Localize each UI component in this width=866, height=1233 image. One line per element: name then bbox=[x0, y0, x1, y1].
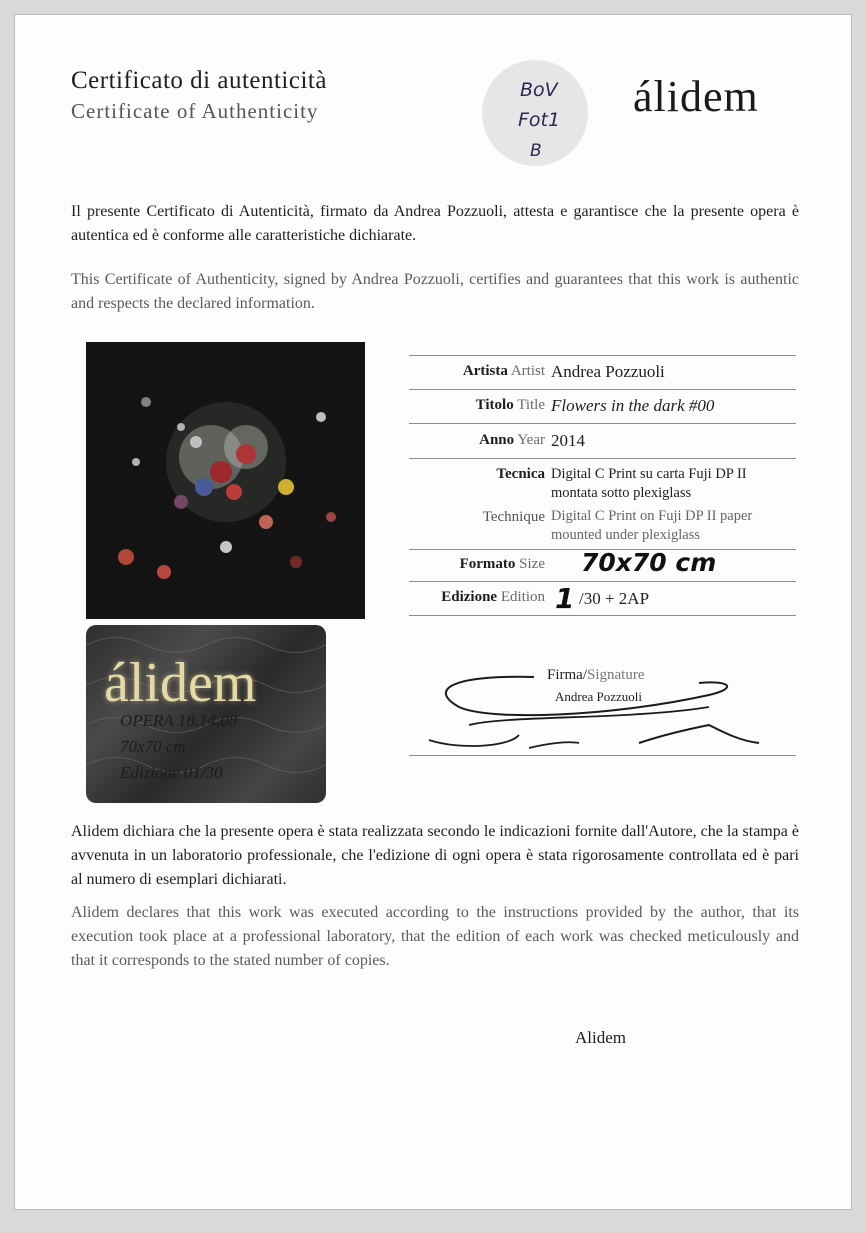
row-year bbox=[409, 423, 796, 458]
value-year: 2014 bbox=[551, 431, 585, 450]
signature-label: Firma/Signature bbox=[547, 667, 645, 683]
hologram-sticker bbox=[86, 625, 326, 803]
title-italian: Certificato di autenticità bbox=[71, 67, 327, 94]
label-edition-en: Edition bbox=[500, 589, 545, 605]
stamp-line-3: B bbox=[530, 141, 542, 161]
value-size: 70x70 cm bbox=[581, 548, 717, 577]
hologram-line-3: Edizione 01/30 bbox=[120, 763, 223, 782]
signature-name: Andrea Pozzuoli bbox=[555, 689, 643, 704]
label-artist-it: Artista bbox=[462, 363, 508, 379]
label-title-it: Titolo bbox=[475, 397, 514, 413]
signature-label-it: Firma bbox=[547, 667, 583, 683]
artwork-image bbox=[86, 342, 365, 619]
label-edition-it: Edizione bbox=[441, 589, 498, 605]
row-size bbox=[409, 549, 796, 581]
certificate-sheet bbox=[14, 14, 852, 1210]
label-year-it: Anno bbox=[479, 432, 515, 448]
intro-english: This Certificate of Authenticity, signed by Andrea Pozzuoli, certifies and guarantees that this work is authentic and respects the declared information. bbox=[71, 271, 799, 312]
stamp-line-2: Fot1 bbox=[518, 109, 561, 131]
row-artist bbox=[409, 355, 796, 389]
value-title: Flowers in the dark #00 bbox=[551, 396, 715, 415]
label-size-en: Size bbox=[519, 556, 545, 572]
label-size-it: Formato bbox=[459, 556, 516, 572]
declaration-italian: Alidem dichiara che la presente opera è stata realizzata secondo le indicazioni fornite dall'Autore, che la stampa è avvenuta in un laboratorio professionale, che l'edizione di ogni opera è stata rigorosamente controllata ed è pari al numero di esemplari dichiarati. bbox=[71, 823, 799, 888]
intro-italian: Il presente Certificato di Autenticità, firmato da Andrea Pozzuoli, attesta e garantisce che la presente opera è autentica ed è conforme alle caratteristiche dichiarate. bbox=[71, 203, 799, 244]
value-technique-it: Digital C Print su carta Fuji DP II montata sotto plexiglass bbox=[551, 466, 747, 501]
hologram-line-2: 70x70 cm bbox=[120, 737, 186, 756]
declaration-english: Alidem declares that this work was executed according to the instructions provided by the author, that its execution took place at a professional laboratory, that the edition of each work was checked meticulously and that it corresponds to the stated number of copies. bbox=[71, 904, 799, 969]
label-technique-it: Tecnica bbox=[496, 466, 545, 482]
details-table bbox=[409, 355, 796, 616]
value-artist: Andrea Pozzuoli bbox=[551, 362, 665, 381]
value-edition-number: 1 bbox=[555, 582, 575, 615]
stamp-line-1: BoV bbox=[520, 79, 558, 101]
title-english: Certificate of Authenticity bbox=[71, 99, 319, 123]
hologram-logo: álidem bbox=[104, 652, 257, 714]
hologram-line-1: OPERA 18.14.08 bbox=[120, 711, 238, 730]
row-technique bbox=[409, 458, 796, 549]
alidem-logo: álidem bbox=[633, 72, 759, 121]
footer-issuer: Alidem bbox=[575, 1028, 626, 1047]
signature-scribble bbox=[409, 655, 796, 755]
label-technique-en: Technique bbox=[482, 509, 545, 525]
value-edition: /30 + 2AP bbox=[579, 589, 650, 608]
label-title-en: Title bbox=[517, 397, 545, 413]
signature-area bbox=[409, 655, 796, 756]
row-title bbox=[409, 389, 796, 423]
row-edition bbox=[409, 581, 796, 616]
label-year-en: Year bbox=[517, 432, 545, 448]
label-artist-en: Artist bbox=[510, 363, 545, 379]
value-technique-en: Digital C Print on Fuji DP II paper mounted under plexiglass bbox=[551, 508, 753, 543]
signature-label-en: Signature bbox=[587, 667, 645, 683]
handwritten-stamp bbox=[482, 60, 588, 166]
